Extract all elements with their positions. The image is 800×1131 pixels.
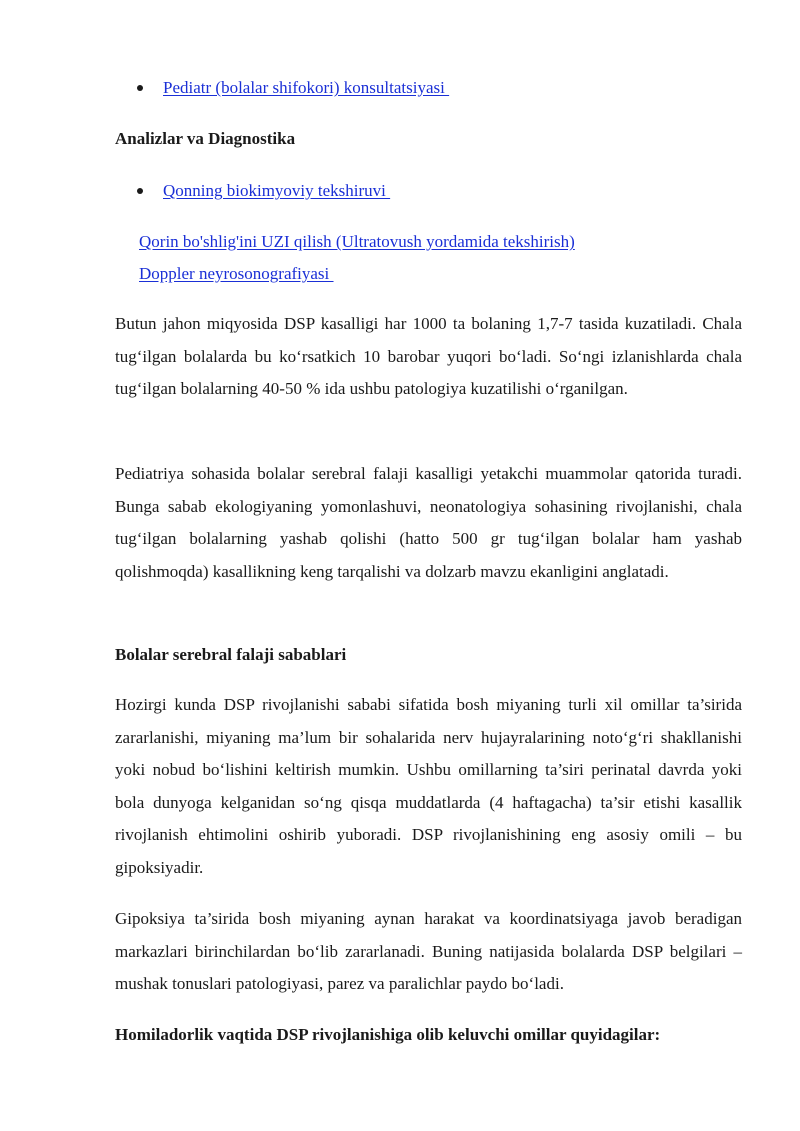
heading-analizlar-diagnostika: Analizlar va Diagnostika	[115, 129, 296, 148]
bullet-icon	[137, 85, 143, 91]
heading-causes: Bolalar serebral falaji sabablari	[115, 645, 347, 664]
paragraph-prevalence: Butun jahon miqyosida DSP kasalligi har 1000 ta bolaning 1,7-7 tasida kuzatiladi. Chala tug‘ilgan bolalarda bu ko‘rsatkich 10 barobar yuqori bo‘ladi. So‘ngi izlanishlarda chala tug‘ilgan bolalarning 40-50 % ida ushbu patologiya kuzatilishi o‘rganilgan.	[115, 314, 742, 398]
list-item-doppler	[139, 264, 334, 284]
list-item-uzi	[139, 232, 575, 252]
paragraph-hypoxia: Gipoksiya ta’sirida bosh miyaning aynan harakat va koordinatsiyaga javob beradigan markazlari birinchilardan bo‘lib zararlanadi. Buning natijasida bolalarda DSP belgilari – mushak tonuslari patologiyasi, parez va paralichlar paydo bo‘ladi.	[115, 909, 742, 993]
link-doppler-neurosonography[interactable]: Doppler neyrosonografiyasi	[139, 264, 334, 283]
list-item-qon	[137, 181, 390, 201]
link-pediatr-consultation[interactable]: Pediatr (bolalar shifokori) konsultatsiyasi	[163, 78, 450, 97]
paragraph-causes: Hozirgi kunda DSP rivojlanishi sababi sifatida bosh miyaning turli xil omillar ta’sirida zararlanishi, miyaning ma’lum bir sohalarida nerv hujayralarining noto‘g‘ri shakllanishi yoki nobud bo‘lishini keltirish mumkin. Ushbu omillarning ta’siri perinatal davrda yoki bola dunyoga kelganidan so‘ng qisqa muddatlarda (4 haftagacha) ta’sir etishi kasallik rivojlanish ehtimolini oshirib yuboradi. DSP rivojlanishining eng asosiy omili – bu gipoksiyadir.	[115, 695, 742, 877]
heading-pregnancy-factors: Homiladorlik vaqtida DSP rivojlanishiga olib keluvchi omillar quyidagilar:	[115, 1025, 661, 1044]
list-item-pediatr	[137, 78, 449, 98]
paragraph-pediatrics-problem: Pediatriya sohasida bolalar serebral falaji kasalligi yetakchi muammolar qatorida turadi. Bunga sabab ekologiyaning yomonlashuvi, neonatologiya sohasining rivojlanishi, chala tug‘ilgan bolalarning yashab qolishi (hatto 500 gr tug‘ilgan bolalar ham yashab qolishmoqda) kasallikning keng tarqalishi va dolzarb mavzu ekanligini anglatadi.	[115, 464, 742, 581]
link-abdominal-ultrasound[interactable]: Qorin bo'shlig'ini UZI qilish (Ultratovush yordamida tekshirish)	[139, 232, 575, 251]
bullet-icon	[137, 188, 143, 194]
link-blood-biochemistry[interactable]: Qonning biokimyoviy tekshiruvi	[163, 181, 391, 200]
